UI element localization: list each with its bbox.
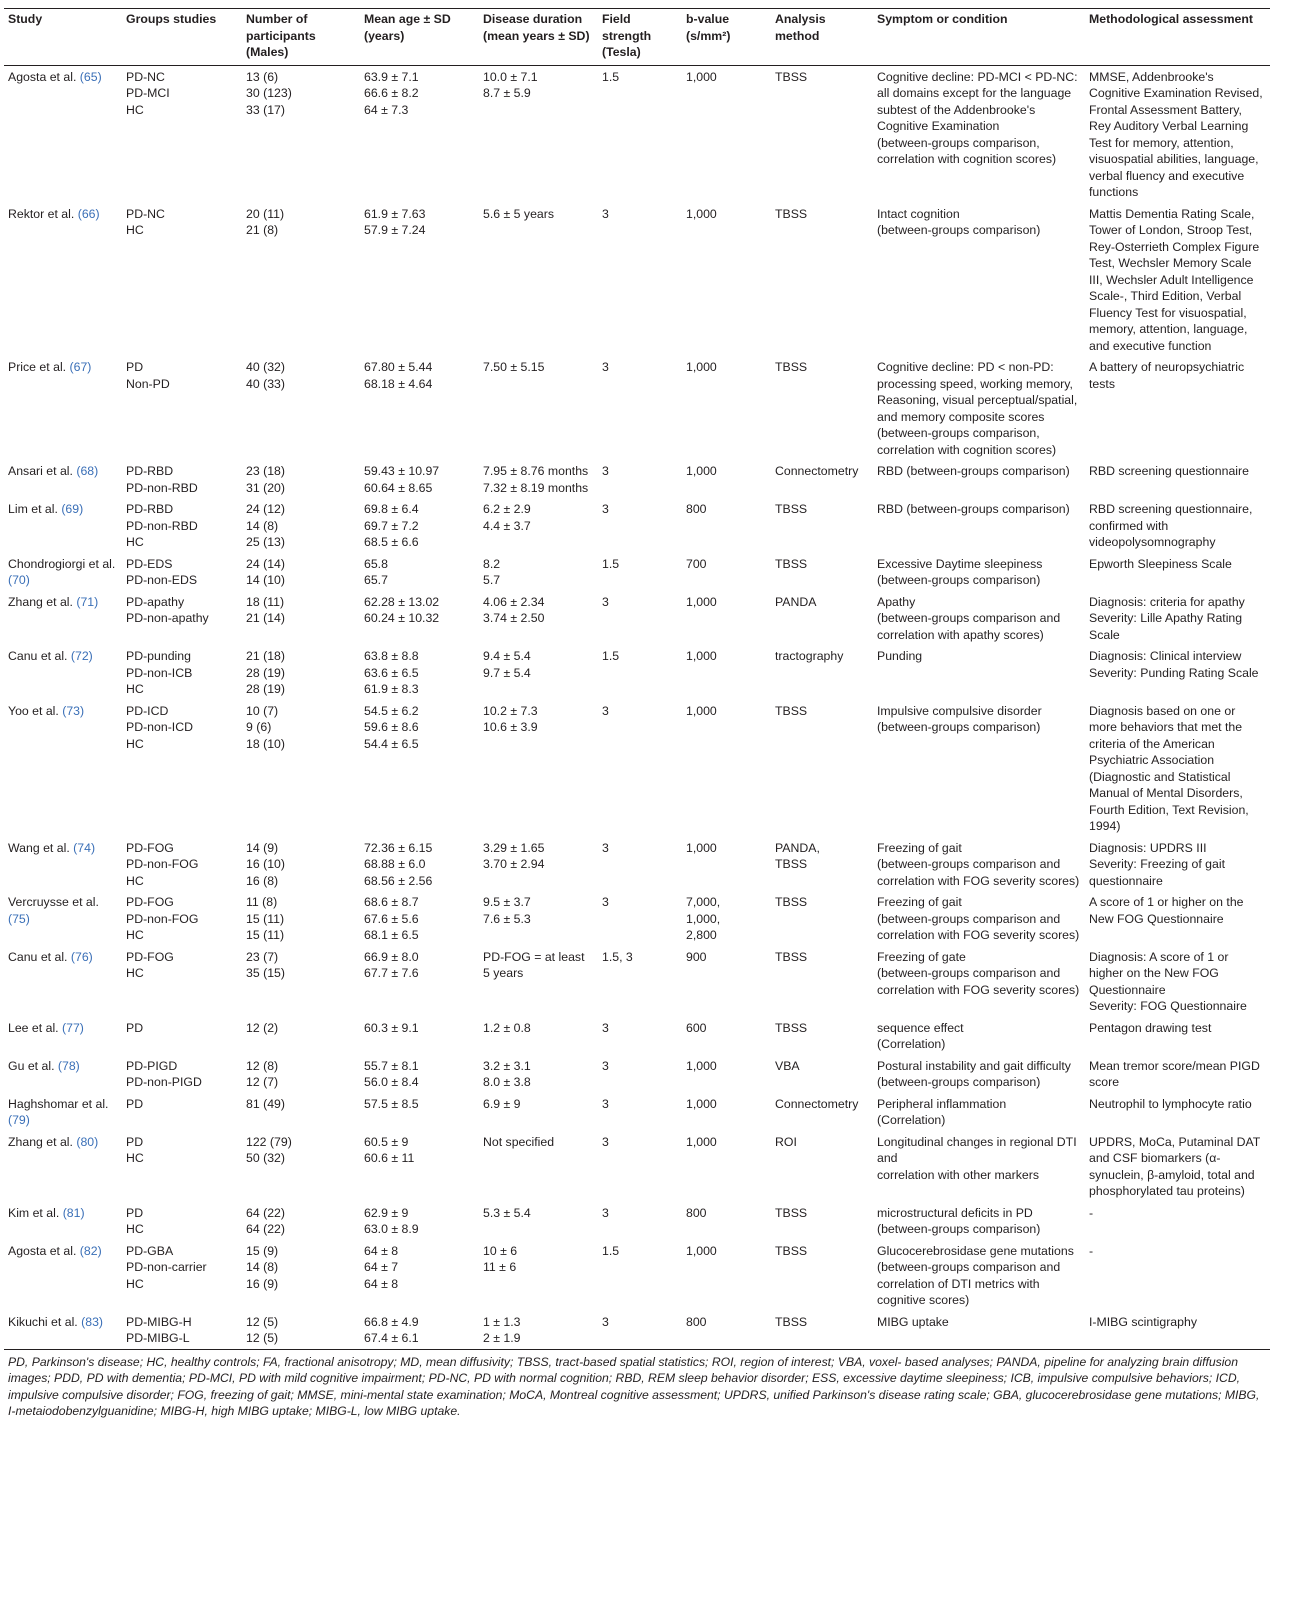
duration-cell: Not specified [483, 1134, 555, 1149]
study-name: Ansari et al. [8, 464, 73, 478]
header-b-value: b-value (s/mm²) [686, 12, 731, 43]
field-strength-cell: 3 [602, 840, 609, 855]
table-row [4, 591, 1270, 646]
duration-cell: 3.29 ± 1.65 3.70 ± 2.94 [483, 840, 545, 871]
assessment-cell: UPDRS, MoCa, Putaminal DAT and CSF biomarkers (α-synuclein, β-amyloid, total and phosphorylated tau proteins) [1089, 1134, 1261, 1198]
study-name: Lee et al. [8, 1020, 59, 1035]
b-value-cell: 1,000 [686, 1243, 717, 1258]
groups-cell: PD-RBD PD-non-RBD [126, 464, 198, 495]
symptom-cell: Impulsive compulsive disorder (between-groups comparison) [877, 703, 1042, 734]
study-name: Haghshomar et al. [8, 1096, 109, 1111]
b-value-cell: 1,000 [686, 360, 717, 374]
symptom-cell: microstructural deficits in PD (between-groups comparison) [877, 1205, 1041, 1236]
b-value-cell: 800 [686, 502, 707, 516]
study-cell [4, 891, 122, 946]
groups-cell: PD HC [126, 1134, 144, 1165]
field-strength-cell: 3 [602, 1134, 609, 1149]
field-strength-cell: 3 [602, 1020, 609, 1035]
groups-cell: PD [126, 1020, 144, 1035]
mean-age-cell: 72.36 ± 6.15 68.88 ± 6.0 68.56 ± 2.56 [364, 840, 433, 888]
participants-cell: 12 (5) 12 (5) [246, 1314, 279, 1345]
symptom-cell: sequence effect (Correlation) [877, 1020, 964, 1051]
study-name: Kikuchi et al. [8, 1314, 78, 1329]
symptom-cell: Freezing of gait (between-groups comparison and correlation with FOG severity scores) [877, 895, 1080, 942]
groups-cell: PD-PIGD PD-non-PIGD [126, 1058, 202, 1089]
study-name: Zhang et al. [8, 1134, 73, 1149]
participants-cell: 81 (49) [246, 1096, 285, 1111]
duration-cell: 5.6 ± 5 years [483, 206, 555, 221]
b-value-cell: 1,000 [686, 464, 717, 478]
groups-cell: PD Non-PD [126, 360, 170, 391]
study-cell [4, 65, 122, 203]
table-row [4, 645, 1270, 700]
reference-link[interactable]: (78) [57, 1058, 80, 1073]
study-cell [4, 460, 122, 498]
mean-age-cell: 67.80 ± 5.44 68.18 ± 4.64 [364, 360, 433, 391]
symptom-cell: MIBG uptake [877, 1314, 949, 1329]
duration-cell: 1 ± 1.3 2 ± 1.9 [483, 1314, 521, 1345]
field-strength-cell: 1.5 [602, 1243, 620, 1258]
study-name: Gu et al. [8, 1058, 55, 1073]
assessment-cell: Diagnosis based on one or more behaviors that met the criteria of the American Psychiatric Association (Diagnostic and Statistical Manual of Mental Disorders, Fourth Edition, Text Revision, 1994) [1089, 703, 1249, 833]
method-cell: TBSS [775, 556, 808, 571]
field-strength-cell: 3 [602, 594, 609, 609]
participants-cell: 20 (11) 21 (8) [246, 206, 285, 237]
mean-age-cell: 64 ± 8 64 ± 7 64 ± 8 [364, 1243, 399, 1291]
symptom-cell: Cognitive decline: PD-MCI < PD-NC: all domains except for the language subtest of the Addenbrooke's Cognitive Examination (between-groups comparison, correlation with cognition scores) [877, 69, 1078, 166]
reference-link[interactable]: (65) [79, 69, 102, 84]
groups-cell: PD-NC PD-MCI HC [126, 69, 170, 117]
method-cell: TBSS [775, 1243, 808, 1258]
reference-link[interactable]: (74) [73, 840, 96, 855]
participants-cell: 23 (18) 31 (20) [246, 464, 285, 495]
groups-cell: PD-punding PD-non-ICB HC [126, 649, 193, 696]
table-row [4, 1055, 1270, 1093]
groups-cell: PD-NC HC [126, 206, 165, 237]
method-cell: VBA [775, 1058, 800, 1073]
b-value-cell: 1,000 [686, 649, 717, 663]
participants-cell: 11 (8) 15 (11) 15 (11) [246, 895, 285, 942]
method-cell: tractography [775, 649, 844, 663]
assessment-cell: Epworth Sleepiness Scale [1089, 556, 1232, 571]
mean-age-cell: 60.3 ± 9.1 [364, 1020, 419, 1035]
method-cell: TBSS [775, 1205, 808, 1220]
reference-link[interactable]: (72) [70, 649, 93, 663]
assessment-cell: Diagnosis: Clinical interview Severity: Punding Rating Scale [1089, 649, 1259, 680]
table-row [4, 203, 1270, 357]
b-value-cell: 1,000 [686, 703, 717, 718]
field-strength-cell: 3 [602, 1314, 609, 1329]
table-row [4, 65, 1270, 203]
participants-cell: 10 (7) 9 (6) 18 (10) [246, 703, 285, 751]
table-row [4, 460, 1270, 498]
method-cell: TBSS [775, 206, 808, 221]
assessment-cell: Mean tremor score/mean PIGD score [1089, 1058, 1260, 1089]
reference-link[interactable]: (80) [76, 1134, 99, 1149]
mean-age-cell: 68.6 ± 8.7 67.6 ± 5.6 68.1 ± 6.5 [364, 895, 419, 942]
groups-cell: PD-MIBG-H PD-MIBG-L [126, 1314, 192, 1345]
assessment-cell: - [1089, 1205, 1094, 1220]
groups-cell: PD-FOG HC [126, 949, 174, 980]
method-cell: PANDA [775, 594, 817, 609]
field-strength-cell: 1.5 [602, 649, 620, 663]
duration-cell: 9.5 ± 3.7 7.6 ± 5.3 [483, 895, 531, 926]
table-row [4, 946, 1270, 1017]
study-cell [4, 203, 122, 357]
field-strength-cell: 3 [602, 1096, 609, 1111]
table-row [4, 1240, 1270, 1311]
study-cell [4, 498, 122, 553]
mean-age-cell: 66.9 ± 8.0 67.7 ± 7.6 [364, 949, 419, 980]
mean-age-cell: 60.5 ± 9 60.6 ± 11 [364, 1134, 415, 1165]
study-name: Rektor et al. [8, 206, 75, 221]
reference-link[interactable]: (68) [76, 464, 99, 478]
study-name: Lim et al. [8, 502, 58, 516]
groups-cell: PD-FOG PD-non-FOG HC [126, 840, 199, 888]
field-strength-cell: 3 [602, 360, 609, 374]
participants-cell: 122 (79) 50 (32) [246, 1134, 292, 1165]
participants-cell: 24 (12) 14 (8) 25 (13) [246, 502, 285, 549]
assessment-cell: RBD screening questionnaire [1089, 464, 1249, 478]
groups-cell: PD-EDS PD-non-EDS [126, 556, 198, 587]
study-name: Vercruysse et al. [8, 895, 99, 909]
table-row [4, 891, 1270, 946]
reference-link[interactable]: (81) [62, 1205, 85, 1220]
study-cell [4, 837, 122, 892]
participants-cell: 12 (2) [246, 1020, 279, 1035]
b-value-cell: 800 [686, 1314, 707, 1329]
assessment-cell: Diagnosis: criteria for apathy Severity: Lille Apathy Rating Scale [1089, 594, 1245, 642]
study-name: Chondrogiorgi et al. [8, 556, 116, 571]
duration-cell: 10.2 ± 7.3 10.6 ± 3.9 [483, 703, 538, 734]
field-strength-cell: 1.5 [602, 556, 620, 571]
table-header [4, 9, 1270, 66]
field-strength-cell: 3 [602, 464, 609, 478]
reference-link[interactable]: (71) [76, 594, 99, 609]
b-value-cell: 700 [686, 556, 707, 571]
assessment-cell: A battery of neuropsychiatric tests [1089, 360, 1245, 391]
symptom-cell: Glucocerebrosidase gene mutations (between-groups comparison and correlation of DTI metrics with cognitive scores) [877, 1243, 1074, 1307]
reference-link[interactable]: (82) [79, 1243, 102, 1258]
duration-cell: 10.0 ± 7.1 8.7 ± 5.9 [483, 69, 538, 100]
study-cell [4, 946, 122, 1017]
mean-age-cell: 61.9 ± 7.63 57.9 ± 7.24 [364, 206, 426, 237]
study-cell [4, 356, 122, 460]
study-cell [4, 645, 122, 700]
participants-cell: 23 (7) 35 (15) [246, 949, 285, 980]
field-strength-cell: 3 [602, 1205, 609, 1220]
groups-cell: PD HC [126, 1205, 144, 1236]
groups-cell: PD-RBD PD-non-RBD HC [126, 502, 198, 549]
symptom-cell: Postural instability and gait difficulty (between-groups comparison) [877, 1058, 1071, 1089]
study-cell [4, 1202, 122, 1240]
study-cell [4, 1055, 122, 1093]
reference-link[interactable]: (76) [70, 949, 93, 964]
method-cell: TBSS [775, 69, 808, 84]
field-strength-cell: 3 [602, 502, 609, 516]
reference-link[interactable]: (70) [8, 573, 30, 587]
study-name: Yoo et al. [8, 703, 59, 718]
participants-cell: 12 (8) 12 (7) [246, 1058, 279, 1089]
header-groups: Groups studies [126, 12, 217, 26]
method-cell: TBSS [775, 895, 808, 909]
method-cell: TBSS [775, 1020, 808, 1035]
duration-cell: PD-FOG = at least 5 years [483, 949, 585, 980]
mean-age-cell: 62.9 ± 9 63.0 ± 8.9 [364, 1205, 419, 1236]
symptom-cell: Cognitive decline: PD < non-PD: processing speed, working memory, Reasoning, visual perceptual/spatial, and memory composite scores (between-groups comparison, correlation with cognition scores) [877, 360, 1078, 457]
participants-cell: 15 (9) 14 (8) 16 (9) [246, 1243, 279, 1291]
mean-age-cell: 65.8 65.7 [364, 556, 388, 587]
method-cell: Connectometry [775, 1096, 859, 1111]
b-value-cell: 1,000 [686, 840, 717, 855]
participants-cell: 21 (18) 28 (19) 28 (19) [246, 649, 285, 696]
study-name: Agosta et al. [8, 1243, 77, 1258]
mean-age-cell: 66.8 ± 4.9 67.4 ± 6.1 [364, 1314, 419, 1345]
b-value-cell: 800 [686, 1205, 707, 1220]
table-row [4, 553, 1270, 591]
mean-age-cell: 62.28 ± 13.02 60.24 ± 10.32 [364, 594, 440, 625]
reference-link[interactable]: (67) [69, 360, 92, 374]
duration-cell: 7.95 ± 8.76 months 7.32 ± 8.19 months [483, 464, 589, 495]
assessment-cell: RBD screening questionnaire, confirmed with videopolysomnography [1089, 502, 1253, 549]
study-cell [4, 1240, 122, 1311]
table-row [4, 1017, 1270, 1055]
study-name: Canu et al. [8, 649, 68, 663]
study-name: Price et al. [8, 360, 67, 374]
method-cell: TBSS [775, 949, 808, 964]
table-row [4, 700, 1270, 837]
table-row [4, 1131, 1270, 1202]
table-row [4, 837, 1270, 892]
study-name: Agosta et al. [8, 69, 77, 84]
symptom-cell: Freezing of gait (between-groups comparison and correlation with FOG severity scores) [877, 840, 1080, 888]
study-cell [4, 700, 122, 837]
participants-cell: 13 (6) 30 (123) 33 (17) [246, 69, 292, 117]
reference-link[interactable]: (77) [62, 1020, 84, 1035]
reference-link[interactable]: (83) [81, 1314, 104, 1329]
b-value-cell: 1,000 [686, 594, 717, 609]
symptom-cell: Longitudinal changes in regional DTI and correlation with other markers [877, 1134, 1077, 1182]
header-disease-duration: Disease duration (mean years ± SD) [483, 12, 590, 43]
b-value-cell: 1,000 [686, 1096, 717, 1111]
method-cell: TBSS [775, 360, 808, 374]
reference-link[interactable]: (66) [77, 206, 100, 221]
groups-cell: PD-apathy PD-non-apathy [126, 594, 209, 625]
assessment-cell: I-MIBG scintigraphy [1089, 1314, 1197, 1329]
duration-cell: 3.2 ± 3.1 8.0 ± 3.8 [483, 1058, 531, 1089]
assessment-cell: Neutrophil to lymphocyte ratio [1089, 1096, 1252, 1111]
groups-cell: PD-FOG PD-non-FOG HC [126, 895, 199, 942]
b-value-cell: 1,000 [686, 1134, 717, 1149]
header-mean-age: Mean age ± SD (years) [364, 12, 451, 43]
assessment-cell: - [1089, 1243, 1094, 1258]
study-cell [4, 553, 122, 591]
reference-link[interactable]: (69) [61, 502, 84, 516]
method-cell: TBSS [775, 703, 808, 718]
b-value-cell: 1,000 [686, 206, 717, 221]
mean-age-cell: 55.7 ± 8.1 56.0 ± 8.4 [364, 1058, 419, 1089]
assessment-cell: MMSE, Addenbrooke's Cognitive Examination Revised, Frontal Assessment Battery, Rey Auditory Verbal Learning Test for memory, attention, visuospatial abilities, language, verbal fluency and executive functions [1089, 69, 1263, 199]
mean-age-cell: 69.8 ± 6.4 69.7 ± 7.2 68.5 ± 6.6 [364, 502, 419, 549]
field-strength-cell: 3 [602, 1058, 609, 1073]
table-row [4, 356, 1270, 460]
study-name: Kim et al. [8, 1205, 60, 1220]
mean-age-cell: 57.5 ± 8.5 [364, 1096, 419, 1111]
field-strength-cell: 1.5, 3 [602, 949, 633, 964]
mean-age-cell: 59.43 ± 10.97 60.64 ± 8.65 [364, 464, 440, 495]
assessment-cell: Pentagon drawing test [1089, 1020, 1212, 1035]
duration-cell: 6.9 ± 9 [483, 1096, 521, 1111]
mean-age-cell: 63.9 ± 7.1 66.6 ± 8.2 64 ± 7.3 [364, 69, 419, 117]
symptom-cell: Peripheral inflammation (Correlation) [877, 1096, 1007, 1127]
symptom-cell: Excessive Daytime sleepiness (between-groups comparison) [877, 556, 1043, 587]
mean-age-cell: 63.8 ± 8.8 63.6 ± 6.5 61.9 ± 8.3 [364, 649, 419, 696]
study-cell [4, 1017, 122, 1055]
b-value-cell: 1,000 [686, 1058, 717, 1073]
assessment-cell: A score of 1 or higher on the New FOG Questionnaire [1089, 895, 1244, 926]
study-name: Zhang et al. [8, 594, 73, 609]
duration-cell: 1.2 ± 0.8 [483, 1020, 531, 1035]
reference-link[interactable]: (75) [8, 911, 30, 926]
symptom-cell: Apathy (between-groups comparison and correlation with apathy scores) [877, 594, 1061, 642]
header-analysis-method: Analysis method [775, 12, 826, 43]
duration-cell: 8.2 5.7 [483, 556, 501, 587]
study-name: Wang et al. [8, 840, 70, 855]
symptom-cell: Freezing of gate (between-groups comparison and correlation with FOG severity scores) [877, 949, 1080, 997]
table-row [4, 1311, 1270, 1350]
duration-cell: 10 ± 6 11 ± 6 [483, 1243, 518, 1274]
groups-cell: PD-ICD PD-non-ICD HC [126, 703, 193, 751]
study-cell [4, 1311, 122, 1350]
header-symptom: Symptom or condition [877, 12, 1008, 26]
header-assessment: Methodological assessment [1089, 12, 1254, 26]
b-value-cell: 600 [686, 1020, 707, 1035]
b-value-cell: 7,000, 1,000, 2,800 [686, 895, 721, 942]
symptom-cell: RBD (between-groups comparison) [877, 502, 1070, 516]
method-cell: TBSS [775, 502, 808, 516]
field-strength-cell: 3 [602, 703, 609, 718]
assessment-cell: Diagnosis: A score of 1 or higher on the New FOG Questionnaire Severity: FOG Questionnaire [1089, 949, 1247, 1013]
study-cell [4, 1131, 122, 1202]
header-participants: Number of participants (Males) [246, 12, 316, 59]
header-study: Study [8, 12, 43, 26]
table-footnote: PD, Parkinson's disease; HC, healthy controls; FA, fractional anisotropy; MD, mean diffusivity; TBSS, tract-based spatial statistics; ROI, region of interest; VBA, voxel- based analyses; PANDA, pipeline for analyzing brain diffusion images; PDD, PD with dementia; PD-MCI, PD with mild cognitive impairment; PD-NC, PD with normal cognition; RBD, REM sleep behavior disorder; ESS, excessive daytime sleepiness; ICB, impulsive compulsive behaviors; ICD, impulsive compulsive disorder; FOG, freezing of gait; MMSE, mini-mental state examination; MoCA, Montreal cognitive assessment; UPDRS, unified Parkinson's disease rating scale; GBA, glucocerebrosidase gene mutations; MIBG, I-metaiodobenzylguanidine; MIBG-H, high MIBG uptake; MIBG-L, low MIBG uptake. [8, 1354, 1260, 1418]
symptom-cell: Punding [877, 649, 923, 663]
studies-table [4, 8, 1270, 1350]
symptom-cell: Intact cognition (between-groups comparison) [877, 206, 1041, 237]
symptom-cell: RBD (between-groups comparison) [877, 464, 1070, 478]
groups-cell: PD-GBA PD-non-carrier HC [126, 1243, 207, 1291]
b-value-cell: 900 [686, 949, 707, 964]
method-cell: Connectometry [775, 464, 859, 478]
field-strength-cell: 3 [602, 895, 609, 909]
study-name: Canu et al. [8, 949, 68, 964]
table-row [4, 1202, 1270, 1240]
assessment-cell: Mattis Dementia Rating Scale, Tower of London, Stroop Test, Rey-Osterrieth Complex Figure Test, Wechsler Memory Scale III, Wechsler Adult Intelligence Scale-, Third Edition, Verbal Fluency Test for visuospatial, memory, attention, language, and executive function [1089, 206, 1260, 353]
table-row [4, 498, 1270, 553]
table-body [4, 65, 1270, 1349]
header-field-strength: Field strength (Tesla) [602, 12, 652, 59]
b-value-cell: 1,000 [686, 69, 717, 84]
method-cell: TBSS [775, 1314, 808, 1329]
duration-cell: 4.06 ± 2.34 3.74 ± 2.50 [483, 594, 545, 625]
duration-cell: 5.3 ± 5.4 [483, 1205, 531, 1220]
participants-cell: 64 (22) 64 (22) [246, 1205, 285, 1236]
table-row [4, 1093, 1270, 1131]
study-cell [4, 1093, 122, 1131]
duration-cell: 9.4 ± 5.4 9.7 ± 5.4 [483, 649, 531, 680]
participants-cell: 24 (14) 14 (10) [246, 556, 285, 587]
participants-cell: 18 (11) 21 (14) [246, 594, 285, 625]
reference-link[interactable]: (73) [62, 703, 85, 718]
field-strength-cell: 3 [602, 206, 609, 221]
method-cell: ROI [775, 1134, 797, 1149]
participants-cell: 14 (9) 16 (10) 16 (8) [246, 840, 285, 888]
method-cell: PANDA, TBSS [775, 840, 820, 871]
groups-cell: PD [126, 1096, 144, 1111]
duration-cell: 7.50 ± 5.15 [483, 360, 545, 374]
assessment-cell: Diagnosis: UPDRS III Severity: Freezing of gait questionnaire [1089, 840, 1226, 888]
study-cell [4, 591, 122, 646]
mean-age-cell: 54.5 ± 6.2 59.6 ± 8.6 54.4 ± 6.5 [364, 703, 419, 751]
field-strength-cell: 1.5 [602, 69, 620, 84]
duration-cell: 6.2 ± 2.9 4.4 ± 3.7 [483, 502, 531, 533]
participants-cell: 40 (32) 40 (33) [246, 360, 285, 391]
reference-link[interactable]: (79) [8, 1113, 30, 1127]
